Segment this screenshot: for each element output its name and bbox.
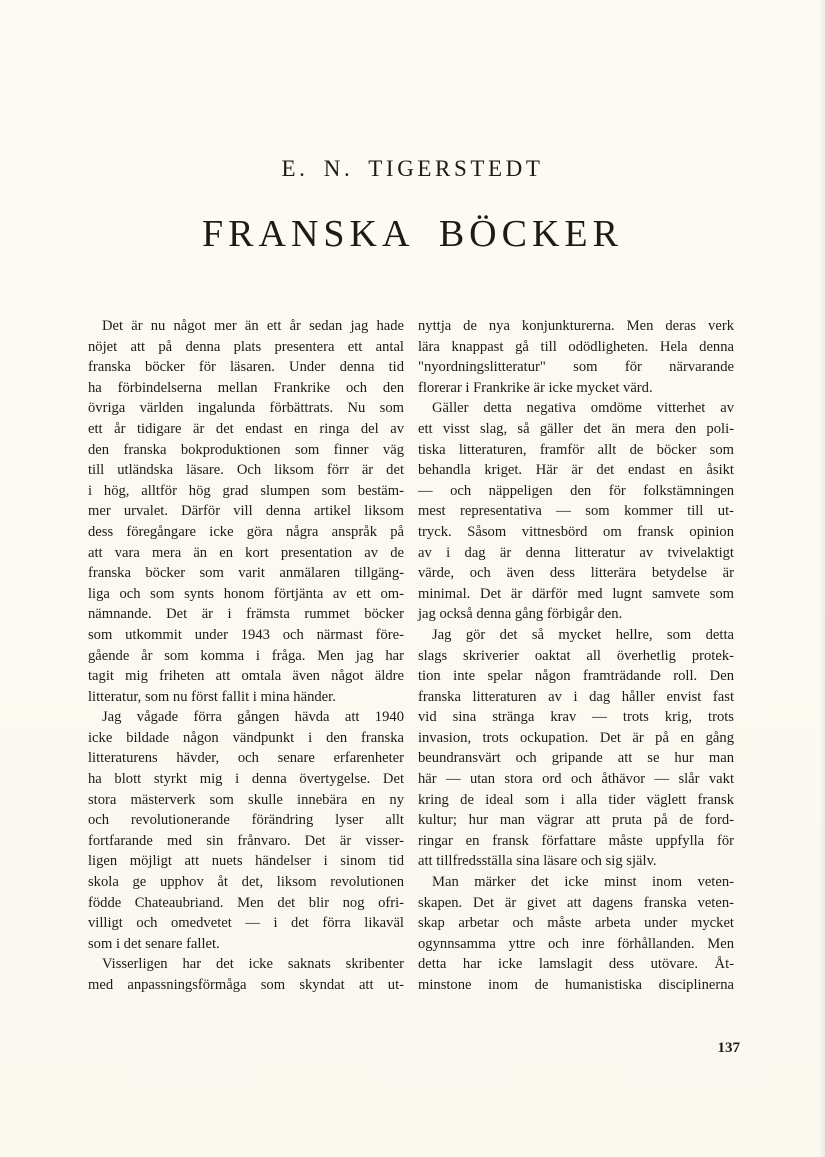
text-line: ha blott styrkt mig i denna övertygelse. Det	[88, 771, 404, 788]
text-line: invasion, trots ockupation. Det är på en gång	[418, 729, 734, 746]
text-line: ha förbindelserna mellan Frankrike och den	[88, 379, 404, 396]
text-line: ett år tidigare är det endast en ringa del av	[88, 420, 404, 437]
text-line: slags skriverier oaktat all överhetlig protek-	[418, 647, 734, 664]
text-column-left	[88, 316, 404, 996]
text-line: med anpassningsförmåga som skyndat att ut-	[88, 977, 404, 993]
text-line: och revolutionerande förändring lyser allt	[88, 812, 404, 829]
text-line: den franska bokproduktionen som finner väg	[88, 441, 404, 458]
text-line: tion inte spelar någon framträdande roll. Den	[418, 668, 734, 685]
text-line: liga och som synts honom förtjänta av ett om-	[88, 585, 404, 602]
text-line: födde Chateaubriand. Men det blir nog ofri-	[88, 894, 404, 911]
text-line: ett visst slag, så gäller det än mera den poli-	[418, 420, 734, 437]
text-line: att tillfredsställa sina läsare och sig själv.	[418, 853, 657, 870]
text-line: nämnande. Det är i främsta rummet böcker	[88, 606, 404, 623]
text-line: tryck. Såsom vittnesbörd om fransk opinion	[418, 523, 734, 540]
text-line: mest representativa — som kommer till ut-	[418, 503, 734, 520]
text-line: Jag gör det så mycket hellre, som detta	[432, 626, 734, 643]
text-line: nöjet att på denna plats presentera ett antal	[88, 338, 404, 355]
text-line: Jag vågade förra gången hävda att 1940	[102, 709, 404, 726]
text-line: fortfarande med sin frånvaro. Det är visser-	[88, 832, 404, 849]
text-line: skapen. Det är givet att dagens franska veten-	[418, 894, 734, 911]
text-line: beundransvärt och gripande att se hur man	[418, 750, 734, 767]
text-line: kultur; hur man vägrar att pruta på de ford-	[418, 812, 734, 829]
author-name: E. N. TIGERSTEDT	[281, 156, 544, 181]
text-line: som utkommit under 1943 och närmast före-	[88, 626, 404, 643]
text-line: kring de ideal som i alla tider väglett fransk	[418, 791, 734, 808]
text-line: övriga världen ingalunda förbättrats. Nu som	[88, 400, 404, 417]
text-line: stora mästerverk som skulle innebära en ny	[88, 791, 404, 808]
text-line: gående år som komma i fråga. Men jag har	[88, 647, 404, 664]
text-line: tagit mig friheten att omtala även något äldre	[88, 668, 404, 685]
text-line: lära knappast gå till odödligheten. Hela denna	[418, 338, 734, 355]
text-line: Det är nu något mer än ett år sedan jag hade	[102, 318, 404, 334]
article-title: FRANSKA BÖCKER	[202, 213, 623, 255]
text-line: ringar en fransk författare måste uppfylla för	[418, 832, 734, 849]
text-column-right	[418, 316, 734, 996]
text-line: Visserligen har det icke saknats skribenter	[102, 956, 404, 973]
text-line: att vara mera än en kort presentation av de	[88, 544, 404, 561]
text-line: ligen möjligt att nuets händelser i sinom tid	[88, 853, 404, 870]
text-line: mer urvalet. Därför vill denna artikel liksom	[88, 503, 404, 520]
text-line: franska böcker som varit anmälaren tillgäng-	[88, 565, 404, 582]
text-line: minimal. Det är därför med lugnt samvete som	[418, 585, 734, 602]
text-line: icke bildade någon vändpunkt i den franska	[88, 729, 404, 746]
text-line: här — utan stora ord och åthävor — slår vakt	[418, 771, 734, 788]
text-line: franska litteraturen av i dag håller envist fast	[418, 688, 734, 705]
text-line: "nyordningslitteratur" som för närvarande	[418, 359, 734, 376]
text-line: av i dag är denna litteratur av tvivelaktigt	[418, 544, 734, 561]
text-line: behandla kriget. Här är det endast en åsikt	[418, 462, 734, 479]
text-line: ogynnsamma yttre och inre förhållanden. Men	[418, 935, 734, 952]
text-line: till utländska läsare. Och liksom förr är det	[88, 462, 404, 479]
text-line: florerar i Frankrike är icke mycket värd.	[418, 379, 653, 396]
text-line: villigt och omedvetet — i det förra likaväl	[88, 915, 404, 932]
text-line: franska böcker för läsaren. Under denna tid	[88, 359, 404, 376]
text-line: skola ge upphov åt det, liksom revolutionen	[88, 874, 404, 891]
page-edge-shadow	[819, 0, 825, 1157]
text-line: som i det senare fallet.	[88, 935, 220, 952]
text-line: värde, och även dess litterära betydelse är	[418, 565, 734, 582]
text-line: minstone inom de humanistiska disciplinerna	[418, 977, 734, 993]
text-line: skap arbetar och måste arbeta under mycket	[418, 915, 734, 932]
text-line: i hög, alltför hög grad slumpen som bestäm-	[88, 482, 404, 499]
text-line: Gäller detta negativa omdöme vitterhet av	[432, 400, 734, 417]
page-number: 137	[717, 1040, 740, 1056]
text-line: litteraturens hävder, och senare erfarenheter	[88, 750, 404, 767]
text-line: tiska litteraturen, framför allt de böcker som	[418, 441, 734, 458]
text-line: litteratur, som nu först fallit i mina händer.	[88, 688, 336, 705]
text-line: nyttja de nya konjunkturerna. Men deras verk	[418, 318, 734, 334]
text-line: detta har icke lamslagit dess utövare. Åt-	[418, 956, 734, 973]
text-line: vid sina stränga krav — trots krig, trots	[418, 709, 734, 726]
text-line: jag också denna gång förbigår den.	[418, 606, 623, 623]
text-line: Man märker det icke minst inom veten-	[432, 874, 734, 891]
text-line: dess föregångare icke göra några anspråk på	[88, 523, 404, 540]
text-line: — och näppeligen den för folkstämningen	[418, 482, 734, 499]
